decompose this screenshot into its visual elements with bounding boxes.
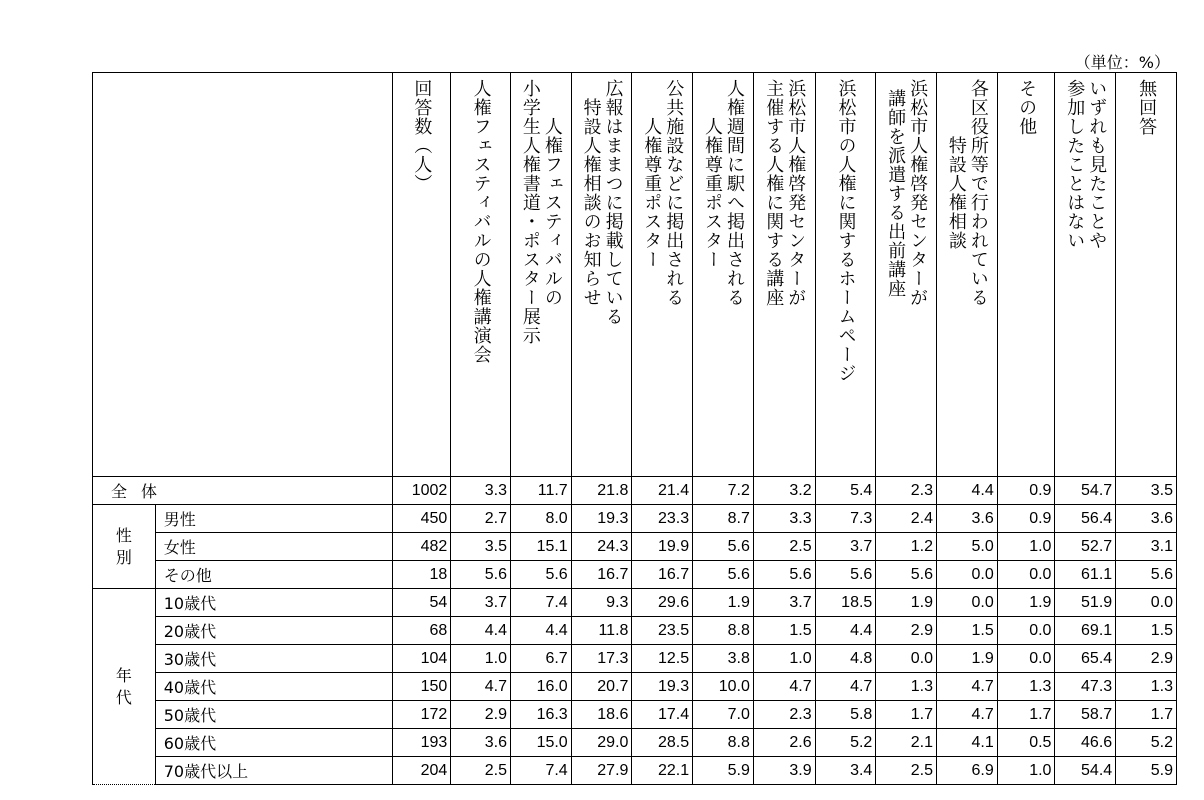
table-row — [93, 645, 1177, 673]
percent-cell: 5.0 — [937, 533, 998, 561]
corner-cell — [93, 73, 393, 477]
percent-cell: 19.3 — [571, 505, 632, 533]
percent-cell: 0.0 — [876, 645, 937, 673]
column-header — [510, 73, 571, 477]
percent-cell: 4.4 — [815, 617, 876, 645]
column-header — [1116, 73, 1177, 477]
percent-cell: 3.3 — [451, 477, 511, 505]
percent-cell: 16.0 — [510, 673, 571, 701]
percent-cell: 3.5 — [1116, 477, 1177, 505]
percent-cell: 7.4 — [510, 757, 571, 785]
percent-cell: 1.0 — [997, 533, 1055, 561]
percent-cell: 4.7 — [451, 673, 511, 701]
column-header-text: 無回答 — [1136, 79, 1158, 136]
column-header-text: 回答数（人） — [411, 79, 433, 193]
percent-cell: 21.8 — [571, 477, 632, 505]
column-header — [753, 73, 815, 477]
row-label: 50歳代 — [155, 701, 392, 729]
percent-cell: 1.0 — [451, 645, 511, 673]
percent-cell: 23.5 — [632, 617, 693, 645]
percent-cell: 3.7 — [451, 589, 511, 617]
percent-cell: 1.3 — [1116, 673, 1177, 701]
respondent-count-cell: 482 — [392, 533, 451, 561]
column-header-text: 浜松市人権啓発センターが 講師を派遣する出前講座 — [885, 79, 929, 307]
column-header — [815, 73, 876, 477]
column-header-text: いずれも見たことや 参加したことはない — [1064, 79, 1108, 250]
respondent-count-cell: 150 — [392, 673, 451, 701]
row-label: 20歳代 — [155, 617, 392, 645]
percent-cell: 16.7 — [571, 561, 632, 589]
percent-cell: 6.7 — [510, 645, 571, 673]
percent-cell: 4.1 — [937, 729, 998, 757]
percent-cell: 46.6 — [1055, 729, 1116, 757]
percent-cell: 18.5 — [815, 589, 876, 617]
percent-cell: 5.6 — [693, 561, 754, 589]
percent-cell: 3.3 — [753, 505, 815, 533]
percent-cell: 47.3 — [1055, 673, 1116, 701]
percent-cell: 51.9 — [1055, 589, 1116, 617]
percent-cell: 4.4 — [937, 477, 998, 505]
percent-cell: 29.0 — [571, 729, 632, 757]
percent-cell: 1.3 — [997, 673, 1055, 701]
group-label: 性 別 — [93, 505, 156, 589]
table-row — [93, 589, 1177, 617]
column-header-text: 浜松市の人権に関するホームページ — [835, 79, 857, 383]
percent-cell: 18.6 — [571, 701, 632, 729]
percent-cell: 1.3 — [876, 673, 937, 701]
percent-cell: 2.3 — [753, 701, 815, 729]
column-header-text: 人権フェスティバルの人権講演会 — [470, 79, 492, 364]
percent-cell: 1.9 — [997, 589, 1055, 617]
percent-cell: 2.5 — [451, 757, 511, 785]
percent-cell: 2.5 — [753, 533, 815, 561]
percent-cell: 7.0 — [693, 701, 754, 729]
respondent-count-cell: 1002 — [392, 477, 451, 505]
unit-label: （単位：%） — [1074, 53, 1170, 72]
column-header — [693, 73, 754, 477]
percent-cell: 9.3 — [571, 589, 632, 617]
column-header-text: 各区役所等で行われている 特設人権相談 — [945, 79, 989, 307]
row-label: 60歳代 — [155, 729, 392, 757]
percent-cell: 1.7 — [876, 701, 937, 729]
percent-cell: 7.2 — [693, 477, 754, 505]
row-label: 女性 — [155, 533, 392, 561]
percent-cell: 5.9 — [693, 757, 754, 785]
percent-cell: 0.9 — [997, 505, 1055, 533]
column-header-text: 公共施設などに掲出される 人権尊重ポスター — [641, 79, 685, 307]
respondent-count-cell: 68 — [392, 617, 451, 645]
percent-cell: 3.7 — [815, 533, 876, 561]
percent-cell: 2.4 — [876, 505, 937, 533]
percent-cell: 1.9 — [937, 645, 998, 673]
percent-cell: 21.4 — [632, 477, 693, 505]
percent-cell: 5.6 — [1116, 561, 1177, 589]
row-label: 男性 — [155, 505, 392, 533]
percent-cell: 54.7 — [1055, 477, 1116, 505]
percent-cell: 4.7 — [937, 701, 998, 729]
percent-cell: 3.2 — [753, 477, 815, 505]
percent-cell: 3.8 — [693, 645, 754, 673]
column-header — [451, 73, 511, 477]
column-header — [876, 73, 937, 477]
percent-cell: 8.7 — [693, 505, 754, 533]
percent-cell: 3.9 — [753, 757, 815, 785]
column-header-text: その他 — [1016, 79, 1038, 136]
percent-cell: 19.3 — [632, 673, 693, 701]
percent-cell: 20.7 — [571, 673, 632, 701]
percent-cell: 2.7 — [451, 505, 511, 533]
total-row — [93, 477, 1177, 505]
column-header — [1055, 73, 1116, 477]
percent-cell: 1.0 — [997, 757, 1055, 785]
percent-cell: 0.0 — [997, 645, 1055, 673]
percent-cell: 12.5 — [632, 645, 693, 673]
percent-cell: 5.6 — [876, 561, 937, 589]
percent-cell: 4.4 — [510, 617, 571, 645]
percent-cell: 5.4 — [815, 477, 876, 505]
percent-cell: 8.8 — [693, 617, 754, 645]
percent-cell: 56.4 — [1055, 505, 1116, 533]
percent-cell: 2.1 — [876, 729, 937, 757]
column-header-text: 広報はままつに掲載している 特設人権相談のお知らせ — [580, 79, 624, 326]
total-label: 全体 — [93, 477, 393, 505]
percent-cell: 1.5 — [937, 617, 998, 645]
percent-cell: 0.5 — [997, 729, 1055, 757]
percent-cell: 3.1 — [1116, 533, 1177, 561]
percent-cell: 69.1 — [1055, 617, 1116, 645]
column-header-text: 人権週間に駅へ掲出される 人権尊重ポスター — [702, 79, 745, 307]
percent-cell: 17.3 — [571, 645, 632, 673]
row-label: 70歳代以上 — [155, 757, 392, 785]
percent-cell: 3.6 — [1116, 505, 1177, 533]
percent-cell: 22.1 — [632, 757, 693, 785]
percent-cell: 1.9 — [693, 589, 754, 617]
percent-cell: 27.9 — [571, 757, 632, 785]
respondent-count-cell: 104 — [392, 645, 451, 673]
table-row — [93, 533, 1177, 561]
percent-cell: 54.4 — [1055, 757, 1116, 785]
percent-cell: 5.9 — [1116, 757, 1177, 785]
percent-cell: 3.5 — [451, 533, 511, 561]
percent-cell: 3.6 — [937, 505, 998, 533]
percent-cell: 4.7 — [815, 673, 876, 701]
percent-cell: 2.6 — [753, 729, 815, 757]
percent-cell: 10.0 — [693, 673, 754, 701]
percent-cell: 3.6 — [451, 729, 511, 757]
column-header-text: 浜松市人権啓発センターが 主催する人権に関する講座 — [763, 79, 807, 307]
respondent-count-cell: 54 — [392, 589, 451, 617]
percent-cell: 1.5 — [753, 617, 815, 645]
percent-cell: 5.6 — [451, 561, 511, 589]
column-header — [937, 73, 998, 477]
percent-cell: 1.2 — [876, 533, 937, 561]
percent-cell: 4.7 — [753, 673, 815, 701]
group-label: 年 代 — [93, 589, 156, 785]
table-row — [93, 561, 1177, 589]
percent-cell: 0.0 — [937, 589, 998, 617]
percent-cell: 2.3 — [876, 477, 937, 505]
percent-cell: 2.9 — [876, 617, 937, 645]
percent-cell: 5.8 — [815, 701, 876, 729]
percent-cell: 5.2 — [815, 729, 876, 757]
percent-cell: 23.3 — [632, 505, 693, 533]
row-label: その他 — [155, 561, 392, 589]
percent-cell: 4.4 — [451, 617, 511, 645]
percent-cell: 5.6 — [753, 561, 815, 589]
percent-cell: 7.3 — [815, 505, 876, 533]
percent-cell: 5.6 — [815, 561, 876, 589]
column-header-text: 人権フェスティバルの 小学生人権書道・ポスター展示 — [519, 79, 563, 345]
respondent-count-cell: 450 — [392, 505, 451, 533]
percent-cell: 6.9 — [937, 757, 998, 785]
percent-cell: 2.9 — [451, 701, 511, 729]
percent-cell: 4.7 — [937, 673, 998, 701]
percent-cell: 16.3 — [510, 701, 571, 729]
respondent-count-cell: 193 — [392, 729, 451, 757]
table-row — [93, 505, 1177, 533]
percent-cell: 0.0 — [937, 561, 998, 589]
respondent-count-cell: 204 — [392, 757, 451, 785]
percent-cell: 24.3 — [571, 533, 632, 561]
percent-cell: 7.4 — [510, 589, 571, 617]
percent-cell: 0.0 — [997, 617, 1055, 645]
percent-cell: 5.6 — [693, 533, 754, 561]
percent-cell: 5.2 — [1116, 729, 1177, 757]
percent-cell: 11.8 — [571, 617, 632, 645]
percent-cell: 2.9 — [1116, 645, 1177, 673]
percent-cell: 19.9 — [632, 533, 693, 561]
percent-cell: 1.9 — [876, 589, 937, 617]
percent-cell: 3.7 — [753, 589, 815, 617]
row-label: 10歳代 — [155, 589, 392, 617]
percent-cell: 29.6 — [632, 589, 693, 617]
respondent-count-cell: 18 — [392, 561, 451, 589]
percent-cell: 52.7 — [1055, 533, 1116, 561]
column-header — [571, 73, 632, 477]
table-row — [93, 673, 1177, 701]
percent-cell: 8.0 — [510, 505, 571, 533]
percent-cell: 1.5 — [1116, 617, 1177, 645]
percent-cell: 5.6 — [510, 561, 571, 589]
row-label: 40歳代 — [155, 673, 392, 701]
percent-cell: 1.0 — [753, 645, 815, 673]
table-row — [93, 729, 1177, 757]
percent-cell: 15.0 — [510, 729, 571, 757]
table-row — [93, 757, 1177, 785]
percent-cell: 65.4 — [1055, 645, 1116, 673]
percent-cell: 1.7 — [997, 701, 1055, 729]
percent-cell: 28.5 — [632, 729, 693, 757]
percent-cell: 0.0 — [1116, 589, 1177, 617]
percent-cell: 1.7 — [1116, 701, 1177, 729]
column-header — [392, 73, 451, 477]
header-row — [93, 73, 1177, 477]
percent-cell: 16.7 — [632, 561, 693, 589]
table-row — [93, 701, 1177, 729]
column-header — [997, 73, 1055, 477]
row-label: 30歳代 — [155, 645, 392, 673]
percent-cell: 15.1 — [510, 533, 571, 561]
percent-cell: 58.7 — [1055, 701, 1116, 729]
percent-cell: 17.4 — [632, 701, 693, 729]
percent-cell: 3.4 — [815, 757, 876, 785]
respondent-count-cell: 172 — [392, 701, 451, 729]
percent-cell: 61.1 — [1055, 561, 1116, 589]
percent-cell: 0.9 — [997, 477, 1055, 505]
table-row — [93, 617, 1177, 645]
percent-cell: 8.8 — [693, 729, 754, 757]
percent-cell: 11.7 — [510, 477, 571, 505]
percent-cell: 4.8 — [815, 645, 876, 673]
survey-table — [92, 72, 1177, 785]
column-header — [632, 73, 693, 477]
percent-cell: 0.0 — [997, 561, 1055, 589]
percent-cell: 2.5 — [876, 757, 937, 785]
